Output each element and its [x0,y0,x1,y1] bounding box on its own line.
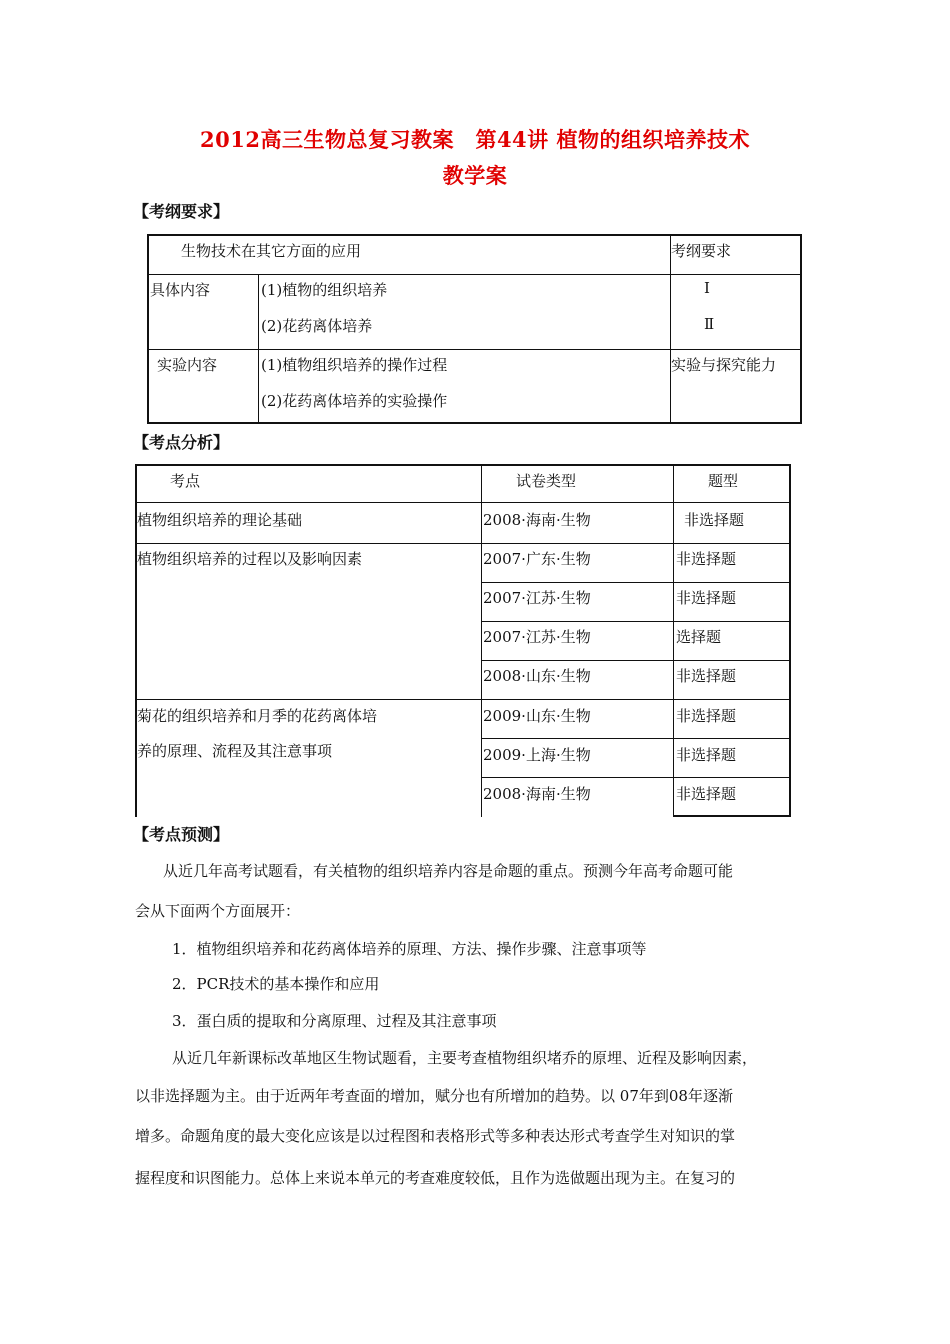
analysis-question-type: 非选择题 [676,746,737,764]
section-heading-syllabus: 【考纲要求】 [133,202,230,221]
analysis-paper: 2007·广东·生物 [483,550,591,568]
analysis-question-type: 非选择题 [684,511,745,529]
analysis-question-type: 非选择题 [676,589,737,607]
analysis-paper: 2009·山东·生物 [483,707,591,725]
syllabus-header-topic: 生物技术在其它方面的应用 [181,242,362,260]
syllabus-row-item: (2)花药离体培养的实验操作 [261,392,448,410]
syllabus-row-item: (1)植物组织培养的操作过程 [261,356,448,374]
syllabus-row-item: (1)植物的组织培养 [261,281,388,299]
analysis-question-type: 非选择题 [676,550,737,568]
analysis-header-type: 题型 [708,472,739,490]
analysis-paragraph-line: 握程度和识图能力。总体上来说本单元的考查难度较低，且作为选做题出现为主。在复习的 [135,1169,736,1187]
prediction-paragraph-line: 会从下面两个方面展开： [135,902,301,920]
prediction-list-item: 1．植物组织培养和花药离体培养的原理、方法、操作步骤、注意事项等 [172,940,647,958]
document-subtitle: 教学案 [442,163,508,188]
section-heading-analysis: 【考点分析】 [133,433,230,452]
analysis-question-type: 非选择题 [676,707,737,725]
analysis-question-type: 选择题 [676,628,722,646]
analysis-topic: 植物组织培养的过程以及影响因素 [137,550,363,568]
analysis-paper: 2007·江苏·生物 [483,628,591,646]
analysis-question-type: 非选择题 [676,667,737,685]
analysis-header-topic: 考点 [170,472,201,490]
analysis-header-paper: 试卷类型 [516,472,577,490]
syllabus-row-requirement: Ⅱ [704,315,715,333]
syllabus-header-requirement: 考纲要求 [671,242,732,260]
prediction-list-item: 2．PCR技术的基本操作和应用 [172,975,380,993]
syllabus-row-requirement: 实验与探究能力 [671,356,777,374]
analysis-paper: 2008·山东·生物 [483,667,591,685]
prediction-paragraph-line: 从近几年高考试题看，有关植物的组织培养内容是命题的重点。预测今年高考命题可能 [163,862,734,880]
analysis-paragraph-line: 增多。命题角度的最大变化应该是以过程图和表格形式等多种表达形式考查学生对知识的掌 [135,1127,736,1145]
document-title: 2012高三生物总复习教案 第44讲 植物的组织培养技术 [200,127,750,152]
prediction-list-item: 3．蛋白质的提取和分离原理、过程及其注意事项 [172,1012,497,1030]
syllabus-row-label: 实验内容 [157,356,218,374]
analysis-paper: 2008·海南·生物 [483,785,591,803]
syllabus-row-requirement: Ⅰ [704,279,710,297]
syllabus-row-label: 具体内容 [150,281,211,299]
analysis-paper: 2008·海南·生物 [483,511,591,529]
analysis-topic: 养的原理、流程及其注意事项 [137,742,333,760]
analysis-paragraph-line: 从近几年新课标改革地区生物试题看，主要考查植物组织堵乔的原埋、近程及影响因素， [172,1049,758,1067]
section-heading-prediction: 【考点预测】 [133,825,230,844]
analysis-paper: 2009·上海·生物 [483,746,591,764]
analysis-paper: 2007·江苏·生物 [483,589,591,607]
analysis-paragraph-line: 以非选择题为主。由于近两年考查面的增加，赋分也有所增加的趋势。以 07年到08年逐渐 [135,1087,733,1105]
analysis-topic: 植物组织培养的理论基础 [137,511,303,529]
analysis-question-type: 非选择题 [676,785,737,803]
syllabus-row-item: (2)花药离体培养 [261,317,373,335]
analysis-topic: 菊花的组织培养和月季的花药离体培 [137,707,378,725]
